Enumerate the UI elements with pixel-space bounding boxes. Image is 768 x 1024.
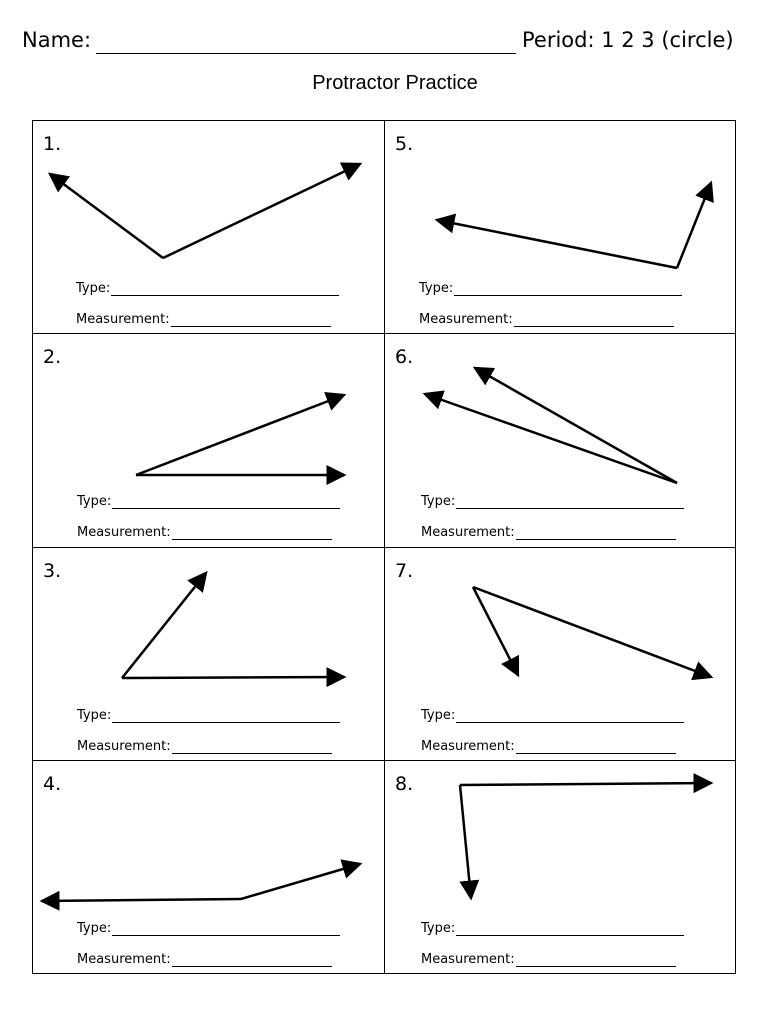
problem-number: 3. (43, 560, 62, 582)
type-label: Type: (421, 921, 456, 936)
measurement-blank[interactable] (172, 527, 332, 540)
measurement-label: Measurement: (421, 952, 515, 967)
type-blank[interactable] (454, 283, 682, 296)
type-label: Type: (77, 494, 112, 509)
measurement-label: Measurement: (421, 739, 515, 754)
angle-ray (475, 368, 677, 483)
angle-ray (473, 587, 711, 677)
measurement-field[interactable] (421, 739, 676, 754)
measurement-field[interactable] (421, 525, 676, 540)
measurement-blank[interactable] (172, 741, 332, 754)
problem-card (32, 547, 385, 761)
type-field[interactable] (421, 921, 684, 936)
name-blank-line[interactable] (96, 53, 516, 54)
measurement-label: Measurement: (419, 312, 513, 327)
angle-ray (241, 864, 360, 899)
problem-number: 2. (43, 346, 62, 368)
angle-ray (460, 785, 471, 898)
worksheet-header (22, 28, 752, 58)
measurement-label: Measurement: (77, 739, 171, 754)
angle-ray (425, 394, 677, 483)
measurement-label: Measurement: (76, 312, 170, 327)
measurement-blank[interactable] (516, 741, 676, 754)
type-field[interactable] (419, 281, 682, 296)
angle-ray (677, 183, 711, 268)
problem-card (384, 333, 736, 548)
type-blank[interactable] (111, 283, 339, 296)
angle-ray (460, 783, 711, 785)
period-label: Period: 1 2 3 (circle) (522, 28, 734, 52)
type-field[interactable] (77, 708, 340, 723)
problem-grid (32, 120, 736, 974)
angle-figure (33, 121, 386, 335)
angle-ray (122, 677, 344, 678)
measurement-field[interactable] (77, 739, 332, 754)
problem-number: 5. (395, 133, 414, 155)
problem-number: 7. (395, 560, 414, 582)
name-label: Name: (22, 28, 92, 52)
type-label: Type: (421, 494, 456, 509)
problem-card (32, 760, 385, 974)
measurement-label: Measurement: (77, 525, 171, 540)
measurement-field[interactable] (76, 312, 331, 327)
measurement-label: Measurement: (77, 952, 171, 967)
measurement-blank[interactable] (516, 954, 676, 967)
problem-number: 4. (43, 773, 62, 795)
angle-figure (385, 334, 737, 549)
measurement-blank[interactable] (171, 314, 331, 327)
angle-figure (33, 548, 386, 762)
type-blank[interactable] (456, 496, 684, 509)
page-title: Protractor Practice (312, 72, 478, 94)
problem-number: 8. (395, 773, 414, 795)
problem-card (32, 120, 385, 334)
angle-ray (136, 395, 344, 475)
measurement-label: Measurement: (421, 525, 515, 540)
problem-card (384, 120, 736, 334)
type-blank[interactable] (112, 923, 340, 936)
angle-figure (385, 121, 737, 335)
type-field[interactable] (421, 708, 684, 723)
angle-ray (42, 899, 241, 901)
type-field[interactable] (421, 494, 684, 509)
measurement-blank[interactable] (172, 954, 332, 967)
angle-ray (437, 220, 677, 268)
type-field[interactable] (77, 494, 340, 509)
type-label: Type: (421, 708, 456, 723)
type-label: Type: (77, 708, 112, 723)
type-label: Type: (419, 281, 454, 296)
problem-card (384, 547, 736, 761)
type-blank[interactable] (456, 923, 684, 936)
type-label: Type: (76, 281, 111, 296)
angle-figure (385, 548, 737, 762)
problem-card (384, 760, 736, 974)
problem-card (32, 333, 385, 548)
type-blank[interactable] (112, 710, 340, 723)
angle-figure (385, 761, 737, 975)
type-blank[interactable] (112, 496, 340, 509)
measurement-field[interactable] (419, 312, 674, 327)
type-field[interactable] (77, 921, 340, 936)
measurement-field[interactable] (421, 952, 676, 967)
angle-figure (33, 334, 386, 549)
measurement-blank[interactable] (516, 527, 676, 540)
problem-number: 1. (43, 133, 62, 155)
measurement-field[interactable] (77, 525, 332, 540)
angle-ray (50, 174, 163, 258)
type-label: Type: (77, 921, 112, 936)
angle-ray (122, 573, 206, 678)
type-blank[interactable] (456, 710, 684, 723)
measurement-blank[interactable] (514, 314, 674, 327)
measurement-field[interactable] (77, 952, 332, 967)
angle-figure (33, 761, 386, 975)
problem-number: 6. (395, 346, 414, 368)
angle-ray (163, 164, 360, 258)
type-field[interactable] (76, 281, 339, 296)
